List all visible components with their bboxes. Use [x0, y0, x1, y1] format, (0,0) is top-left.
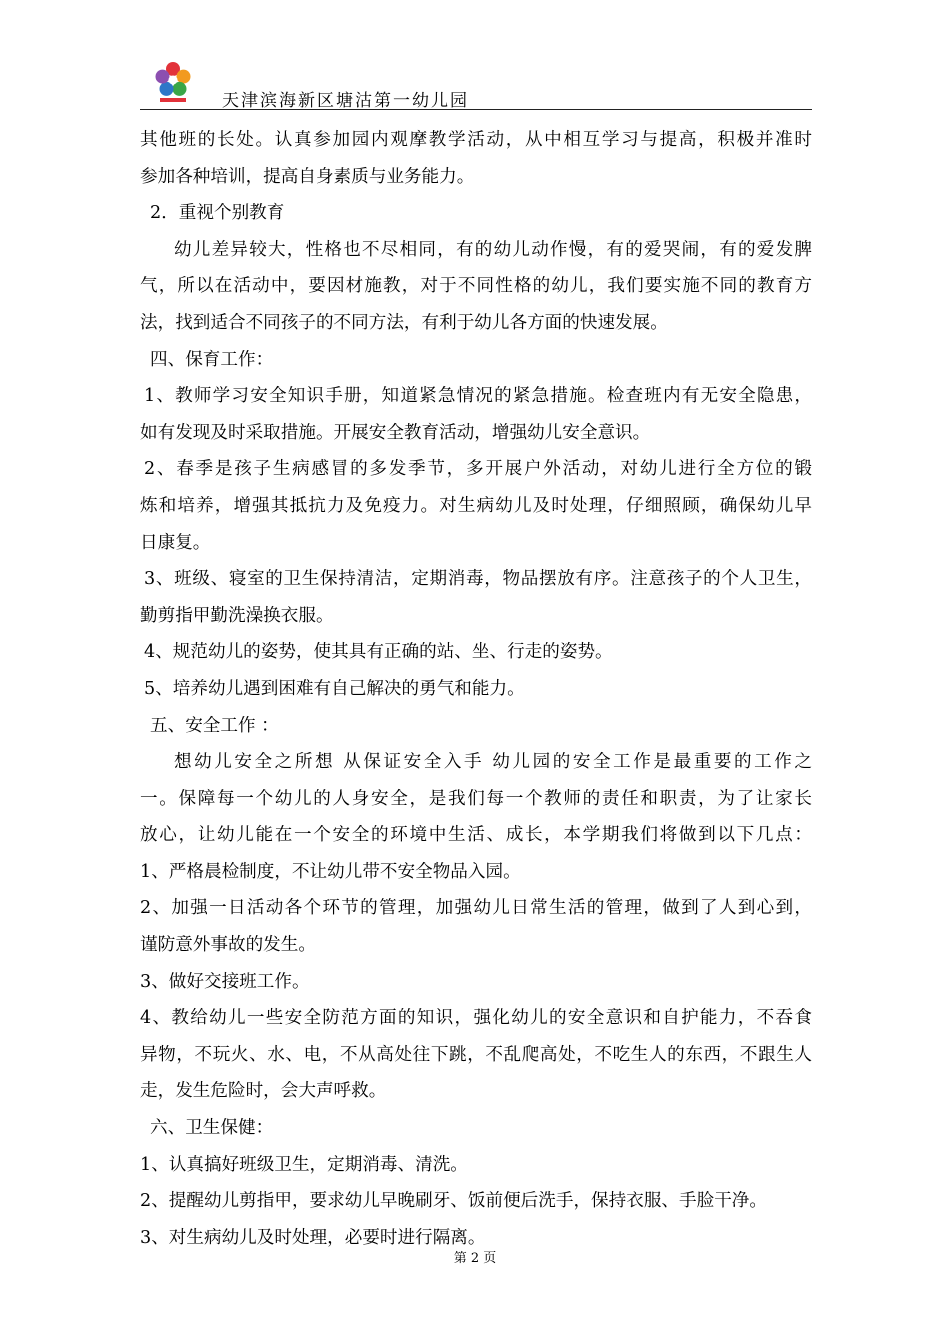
body-line: 参加各种培训，提高自身素质与业务能力。	[140, 166, 475, 187]
body-line: 2、提醒幼儿剪指甲，要求幼儿早晚刷牙、饭前便后洗手，保持衣服、手脸干净。	[140, 1191, 767, 1212]
body-line: 气，所以在活动中，要因材施教，对于不同性格的幼儿，我们要实施不同的教育方	[140, 276, 812, 297]
body-line: 5、培养幼儿遇到困难有自己解决的勇气和能力。	[144, 678, 525, 699]
body-line: 走，发生危险时，会大声呼救。	[140, 1081, 387, 1102]
body-line: 1、严格晨检制度，不让幼儿带不安全物品入园。	[140, 861, 521, 882]
body-line: 幼儿差异较大，性格也不尽相同，有的幼儿动作慢，有的爱哭闹，有的爱发脾	[174, 239, 812, 260]
body-line: 4、规范幼儿的姿势，使其具有正确的站、坐、行走的姿势。	[144, 642, 613, 663]
body-line: 法，找到适合不同孩子的不同方法，有利于幼儿各方面的快速发展。	[140, 312, 668, 333]
flower-logo-icon	[146, 58, 200, 108]
body-line: 想幼儿安全之所想 从保证安全入手 幼儿园的安全工作是最重要的工作之	[174, 752, 812, 773]
body-line: 其他班的长处。认真参加园内观摩教学活动，从中相互学习与提高，积极并准时	[140, 130, 812, 150]
body-line: 2、加强一日活动各个环节的管理，加强幼儿日常生活的管理，做到了人到心到，	[140, 898, 812, 919]
body-line: 炼和培养，增强其抵抗力及免疫力。对生病幼儿及时处理，仔细照顾，确保幼儿早	[140, 495, 812, 516]
body-line: 日康复。	[140, 532, 211, 553]
header-divider	[140, 109, 812, 110]
body-line: 3、做好交接班工作。	[140, 971, 310, 992]
body-line: 3、对生病幼儿及时处理，必要时进行隔离。	[140, 1227, 486, 1248]
section-heading: 五、安全工作 ：	[150, 715, 279, 736]
body-line: 勤剪指甲勤洗澡换衣服。	[140, 605, 334, 626]
body-line: 3、班级、寝室的卫生保持清洁，定期消毒，物品摆放有序。注意孩子的个人卫生，	[144, 569, 812, 590]
document-body	[140, 122, 812, 1256]
page-header	[140, 56, 812, 114]
body-line: 谨防意外事故的发生。	[140, 935, 316, 956]
body-line: 2、春季是孩子生病感冒的多发季节，多开展户外活动，对幼儿进行全方位的锻	[144, 459, 812, 480]
body-line: 4、教给幼儿一些安全防范方面的知识，强化幼儿的安全意识和自护能力，不吞食	[140, 1008, 812, 1029]
body-line: 放心，让幼儿能在一个安全的环境中生活、成长，本学期我们将做到以下几点：	[140, 825, 812, 846]
page-number: 第 2 页	[453, 1251, 497, 1266]
body-line: 1、教师学习安全知识手册，知道紧急情况的紧急措施。检查班内有无安全隐患，	[144, 386, 812, 407]
section-heading: 2．重视个别教育	[150, 203, 285, 224]
school-name: 天津滨海新区塘沽第一幼儿园	[222, 91, 469, 111]
section-heading: 四、保育工作：	[150, 349, 274, 370]
body-line: 1、认真搞好班级卫生，定期消毒、清洗。	[140, 1154, 468, 1175]
section-heading: 六、卫生保健：	[150, 1118, 274, 1139]
body-line: 异物，不玩火、水、电，不从高处往下跳，不乱爬高处，不吃生人的东西，不跟生人	[140, 1044, 812, 1065]
body-line: 如有发现及时采取措施。开展安全教育活动，增强幼儿安全意识。	[140, 422, 651, 443]
body-line: 一。保障每一个幼儿的人身安全，是我们每一个教师的责任和职责，为了让家长	[140, 788, 812, 809]
